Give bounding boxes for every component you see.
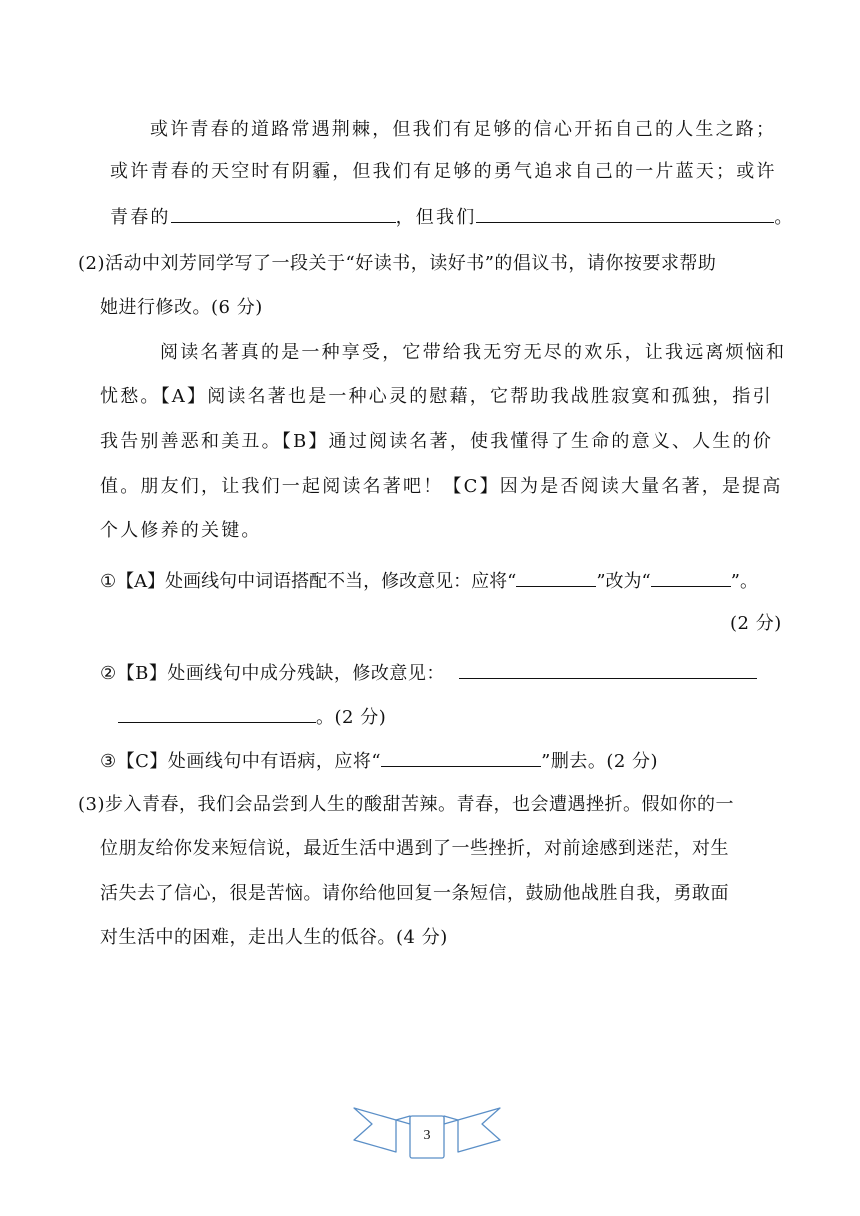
question-2-text-cont: 她进行修改。(6 分) [100,297,263,318]
passage-line-5: 个人修养的关键。 [100,520,262,541]
answer-blank-2[interactable] [476,204,774,223]
answer-blank-1[interactable] [171,204,396,223]
question-3-line-4: 对生活中的困难，走出人生的低谷。(4 分) [100,927,448,948]
answer-blank-6[interactable] [118,704,316,723]
question-3-line-3: 活失去了信心，很是苦恼。请你给他回复一条短信，鼓励他战胜自我，勇敢面 [100,883,729,904]
answer-blank-3[interactable] [516,568,596,587]
question-2-text: (2)活动中刘芳同学写了一段关于“好读书，读好书”的倡议书，请你按要求帮助 [78,253,717,274]
answer-blank-4[interactable] [651,568,731,587]
sub-question-1-end: ”。 [730,571,758,592]
page-number: 3 [423,1128,431,1143]
sub-question-3-end: ”删去。(2 分) [541,751,659,772]
sub-question-2 [100,660,757,686]
poem-line-3 [110,204,795,230]
passage-line-1: 阅读名著真的是一种享受，它带给我无穷无尽的欢乐，让我远离烦恼和 [160,342,787,363]
sub-question-1-mid: ”改为“ [596,571,651,592]
sub-question-1 [100,568,758,594]
answer-blank-7[interactable] [381,748,541,767]
sub-question-2-text: ②【B】处画线句中成分残缺，修改意见： [100,663,445,684]
sub-question-3-text: ③【C】处画线句中有语病，应将“ [100,751,382,772]
passage-line-4: 值。朋友们，让我们一起阅读名著吧！【C】因为是否阅读大量名著，是提高 [100,476,783,497]
poem-line-3-middle: ，但我们 [395,207,477,228]
sub-question-2-score: 。(2 分) [316,707,387,728]
poem-line-1: 或许青春的道路常遇荆棘，但我们有足够的信心开拓自己的人生之路； [150,119,777,140]
poem-line-3-end: 。 [774,207,795,228]
sub-question-3 [100,748,658,774]
passage-line-2: 忧愁。【A】阅读名著也是一种心灵的慰藉，它帮助我战胜寂寞和孤独，指引 [100,386,773,407]
sub-question-1-score: (2 分) [730,613,782,634]
poem-line-3-start: 青春的 [110,207,171,228]
passage-line-3: 我告别善恶和美丑。【B】通过阅读名著，使我懂得了生命的意义、人生的价 [100,431,774,452]
poem-line-2: 或许青春的天空时有阴霾，但我们有足够的勇气追求自己的一片蓝天；或许 [110,161,777,182]
question-3-line-2: 位朋友给你发来短信说，最近生活中遇到了一些挫折，对前途感到迷茫，对生 [100,838,729,859]
question-3-line-1: (3)步入青春，我们会品尝到人生的酸甜苦辣。青春，也会遭遇挫折。假如你的一 [78,794,734,815]
sub-question-2-cont [118,704,386,730]
answer-blank-5[interactable] [459,660,757,679]
sub-question-1-text: ①【A】处画线句中词语搭配不当，修改意见：应将“ [100,571,517,592]
